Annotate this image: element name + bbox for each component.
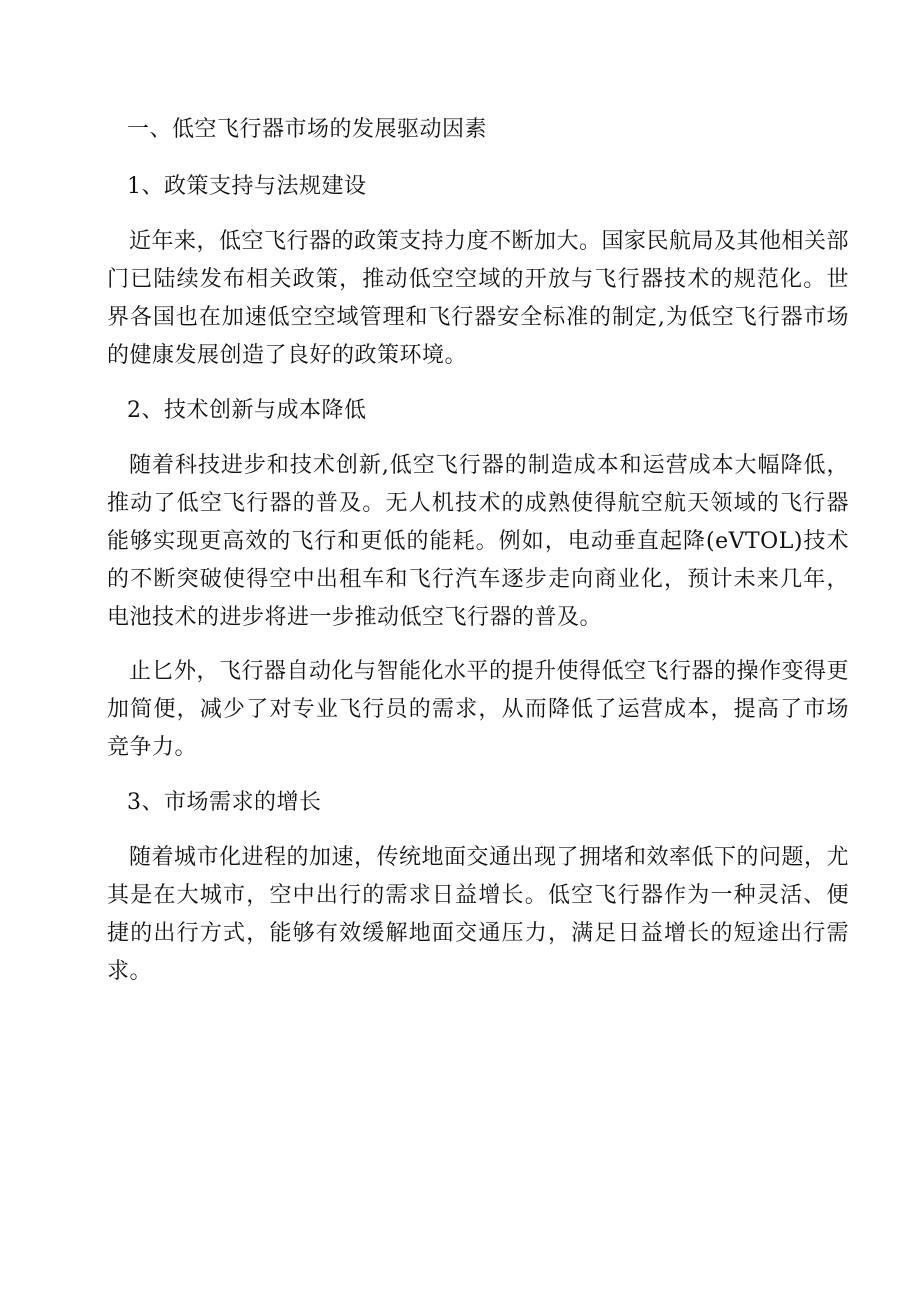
paragraph-demand: 随着城市化进程的加速，传统地面交通出现了拥堵和效率低下的问题，尤其是在大城市，空中出行的需求日益增长。低空飞行器作为一种灵活、便捷的出行方式，能够有效缓解地面交通压力，满足日益增长的短途出行需求。 [107, 845, 850, 984]
paragraph-policy: 近年来，低空飞行器的政策支持力度不断加大。国家民航局及其他相关部门已陆续发布相关政策，推动低空空域的开放与飞行器技术的规范化。世界各国也在加速低空空域管理和飞行器安全标准的制定,为低空飞行器市场的健康发展创造了良好的政策环境。 [107, 229, 850, 368]
section-heading-main: 一、低空飞行器市场的发展驱动因素 [127, 117, 488, 142]
subsection-heading-technology: 2、技术创新与成本降低 [127, 398, 367, 423]
paragraph-automation: 止匕外，飞行器自动化与智能化水平的提升使得低空飞行器的操作变得更加简便，减少了对专业飞行员的需求，从而降低了运营成本，提高了市场竞争力。 [107, 659, 850, 760]
subsection-heading-policy: 1、政策支持与法规建设 [127, 174, 367, 199]
subsection-heading-demand: 3、市场需求的增长 [127, 790, 322, 815]
paragraph-technology: 随着科技进步和技术创新,低空飞行器的制造成本和运营成本大幅降低，推动了低空飞行器的普及。无人机技术的成熟使得航空航天领域的飞行器能够实现更高效的飞行和更低的能耗。例如，电动垂直起降(eVTOL)技术的不断突破使得空中出租车和飞行汽车逐步走向商业化，预计未来几年，电池技术的进步将进一步推动低空飞行器的普及。 [107, 453, 849, 630]
document-body [107, 110, 849, 991]
